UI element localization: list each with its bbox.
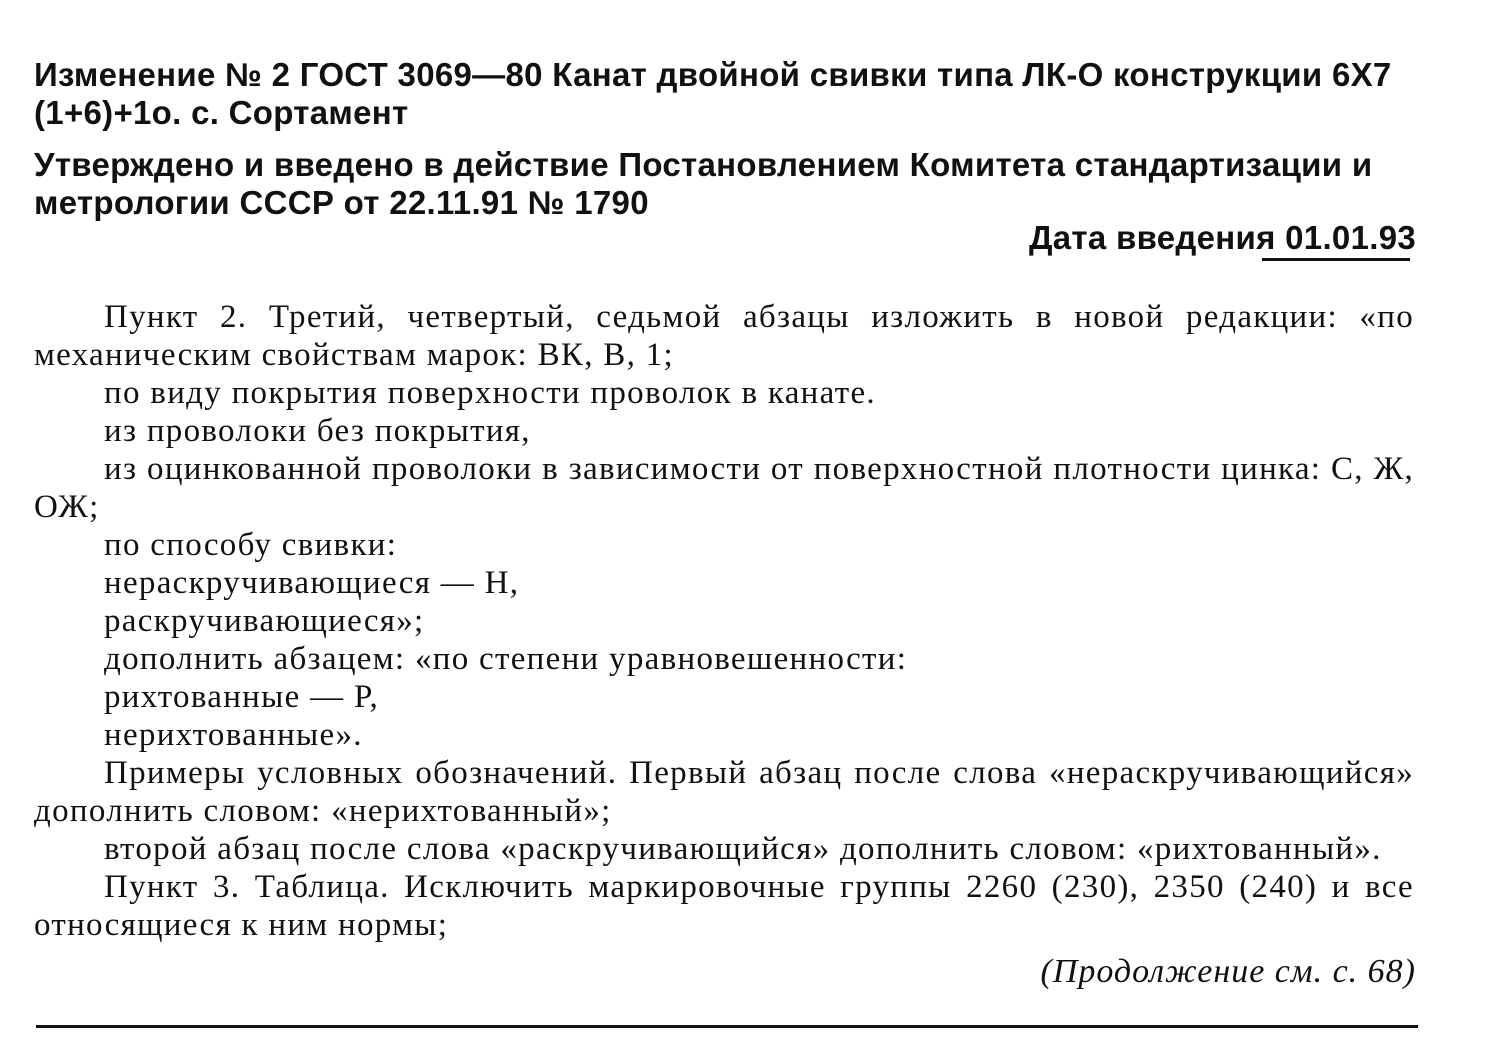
paragraph: нерихтованные». xyxy=(104,717,363,753)
paragraph: дополнить абзацем: «по степени уравновешенности: xyxy=(104,641,908,677)
bottom-rule xyxy=(36,1025,1418,1028)
paragraph: Примеры условных обозначений. Первый абзац после слова «нераскручивающийся» дополнить словом: «нерихтованный»; xyxy=(34,755,1414,829)
continuation-note: (Продолжение см. с. 68) xyxy=(1040,953,1416,990)
paragraph: по виду покрытия поверхности проволок в канате. xyxy=(104,375,876,411)
paragraph: второй абзац после слова «раскручивающийся» дополнить словом: «рихтованный». xyxy=(104,831,1382,867)
approval-statement: Утверждено и введено в действие Постановлением Комитета стандартизации и метрологии СССР от 22.11.91 № 1790 xyxy=(34,146,1373,221)
paragraph: по способу свивки: xyxy=(104,527,398,563)
introduction-date-label: Дата введения xyxy=(1028,219,1276,256)
amendment-title: Изменение № 2 ГОСТ 3069—80 Канат двойной свивки типа ЛК-О конструкции 6Х7 (1+6)+1о. с. Сортамент xyxy=(34,56,1392,131)
paragraph: из проволоки без покрытия, xyxy=(104,413,531,449)
paragraph: Пункт 3. Таблица. Исключить маркировочные группы 2260 (230), 2350 (240) и все относящиеся к ним нормы; xyxy=(34,869,1414,943)
paragraph: нераскручивающиеся — Н, xyxy=(104,565,520,601)
introduction-date-value: 01.01.93 xyxy=(1285,219,1416,256)
date-underline xyxy=(1262,258,1410,261)
paragraph: из оцинкованной проволоки в зависимости от поверхностной плотности цинка: С, Ж, ОЖ; xyxy=(34,451,1414,525)
paragraph: раскручивающиеся»; xyxy=(104,603,425,639)
paragraph: рихтованные — Р, xyxy=(104,679,380,715)
introduction-date xyxy=(1029,219,1416,257)
paragraph: Пункт 2. Третий, четвертый, седьмой абзацы изложить в новой редакции: «по механическим свойствам марок: ВК, В, 1; xyxy=(34,299,1414,373)
amendment-body xyxy=(34,298,1414,944)
